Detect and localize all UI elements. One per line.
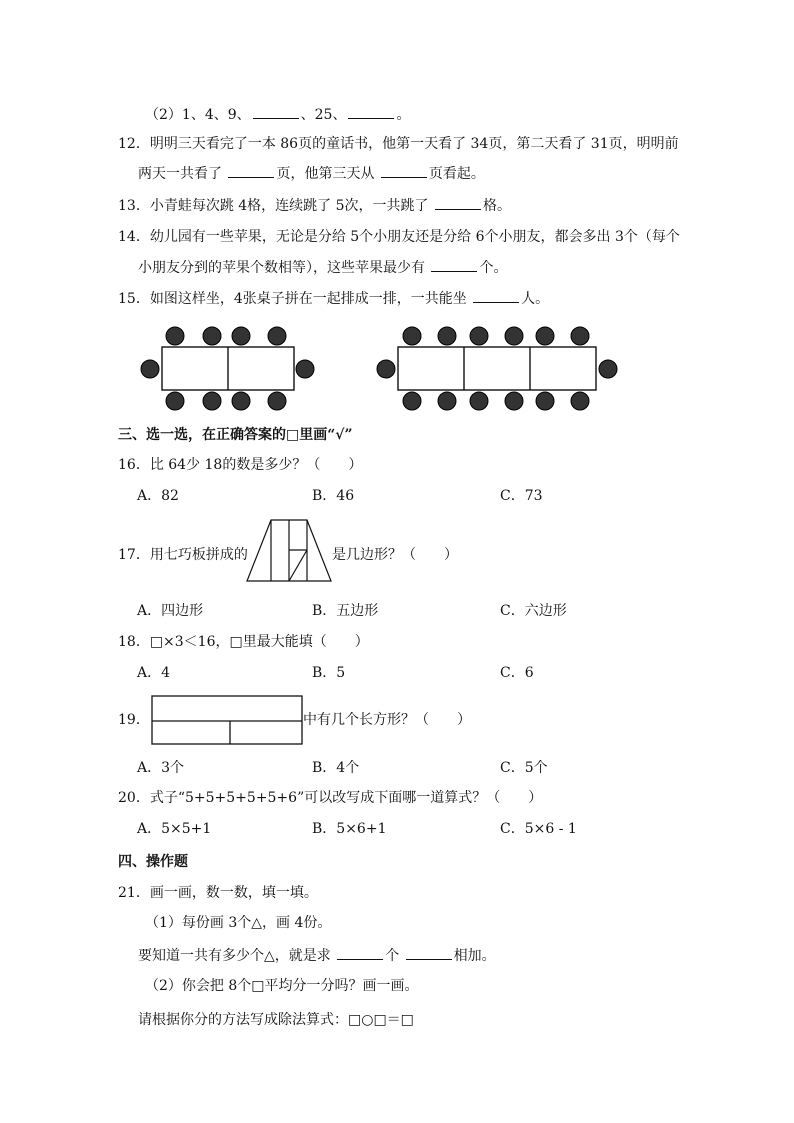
answer-blank[interactable]	[431, 257, 477, 272]
section-4-heading: 四、操作题	[118, 854, 188, 870]
q15: 15．如图这样坐，4张桌子拼在一起排成一排，一共能坐 人。	[118, 288, 549, 309]
answer-blank[interactable]	[337, 945, 383, 960]
q20-option-b[interactable]: B．5×6+1	[312, 821, 387, 837]
q12-line1: 12．明明三天看完了一本 86页的童话书，他第一天看了 34页，第二天看了 31页，明明前	[118, 136, 679, 152]
q20-option-a[interactable]: A．5×5+1	[137, 821, 212, 837]
q18: 18．□×3＜16，□里最大能填（ ）	[118, 634, 369, 650]
q17-pre: 17．用七巧板拼成的	[118, 547, 248, 563]
table-group-3	[398, 347, 596, 390]
q17-option-c[interactable]: C．六边形	[500, 603, 567, 619]
answer-blank[interactable]	[406, 945, 452, 960]
q19-pre: 19．	[118, 712, 150, 728]
q19-post: 中有几个长方形？（ ）	[303, 712, 471, 728]
q17-post: 是几边形？（ ）	[332, 547, 458, 563]
section-3-heading: 三、选一选，在正确答案的□里画“√”	[118, 427, 353, 443]
q12-line2: 两天一共看了 页，他第三天从 页看起。	[138, 163, 485, 184]
q18-option-a[interactable]: A．4	[137, 665, 171, 681]
answer-blank[interactable]	[473, 288, 519, 303]
q21-part2-question: 请根据你分的方法写成除法算式：□○□＝□	[138, 1012, 414, 1028]
tangram-shape-figure	[245, 518, 333, 584]
q16-option-a[interactable]: A．82	[137, 488, 179, 504]
answer-blank[interactable]	[228, 163, 274, 178]
answer-blank[interactable]	[381, 163, 427, 178]
q20: 20．式子“5+5+5+5+5+6”可以改写成下面哪一道算式？（ ）	[118, 790, 543, 806]
q21-title: 21．画一画，数一数，填一填。	[118, 885, 318, 901]
q16-option-b[interactable]: B．46	[312, 488, 355, 504]
q17-option-a[interactable]: A．四边形	[137, 603, 204, 619]
answer-blank[interactable]	[253, 104, 299, 119]
answer-blank[interactable]	[348, 104, 394, 119]
q13: 13．小青蛙每次跳 4格，连续跳了 5次，一共跳了 格。	[118, 195, 511, 216]
answer-blank[interactable]	[435, 195, 481, 210]
q20-option-c[interactable]: C．5×6 - 1	[500, 821, 577, 837]
q14-line1: 14．幼儿园有一些苹果，无论是分给 5个小朋友还是分给 6个小朋友，都会多出 3个（每个	[118, 229, 680, 245]
q16-option-c[interactable]: C．73	[500, 488, 543, 504]
q21-part1: （1）每份画 3个△，画 4份。	[145, 915, 332, 931]
q14-line2: 小朋友分到的苹果个数相等），这些苹果最少有 个。	[138, 257, 507, 278]
q19-option-a[interactable]: A．3个	[137, 760, 185, 776]
rectangles-figure	[150, 694, 304, 746]
q21-part1-question: 要知道一共有多少个△，就是求 个 相加。	[138, 945, 496, 966]
q18-option-c[interactable]: C．6	[500, 665, 534, 681]
q19-option-c[interactable]: C．5个	[500, 760, 548, 776]
q19-option-b[interactable]: B．4个	[312, 760, 360, 776]
q16: 16．比 64少 18的数是多少？（ ）	[118, 457, 363, 473]
q18-option-b[interactable]: B．5	[312, 665, 346, 681]
q11-part2: （2）1、4、9、 、25、 。	[145, 104, 410, 125]
q17-option-b[interactable]: B．五边形	[312, 603, 379, 619]
table-seating-figure	[135, 322, 635, 414]
q21-part2: （2）你会把 8个□平均分一分吗？画一画。	[145, 978, 419, 994]
